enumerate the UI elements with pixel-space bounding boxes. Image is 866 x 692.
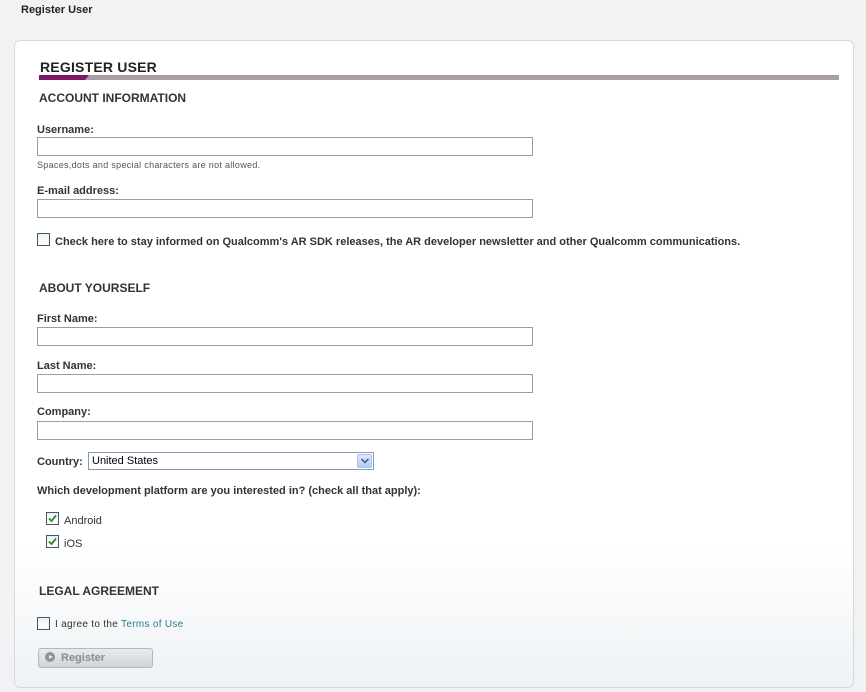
terms-agree-checkbox[interactable] [37,617,50,630]
terms-of-use-link[interactable]: Terms of Use [121,619,184,630]
title-divider [39,75,839,80]
country-selected-value: United States [92,455,159,467]
username-input[interactable] [37,137,533,156]
country-select[interactable] [88,452,374,470]
newsletter-checkbox[interactable] [37,233,50,246]
legal-agreement-heading: LEGAL AGREEMENT [39,584,160,598]
newsletter-label: Check here to stay informed on Qualcomm's AR SDK releases, the AR developer newsletter and other Qualcomm communications. [55,236,741,248]
country-label: Country: [37,456,83,468]
arrow-circle-icon [45,652,55,662]
page-title: Register User [21,4,93,16]
android-checkbox[interactable] [46,512,59,525]
email-input[interactable] [37,199,533,218]
username-label: Username: [37,124,94,136]
register-button[interactable] [38,648,153,668]
account-information-heading: ACCOUNT INFORMATION [39,91,187,105]
about-yourself-heading: ABOUT YOURSELF [39,281,151,295]
email-label: E-mail address: [37,185,119,197]
terms-agree-prefix: I agree to the [55,619,122,630]
last-name-input[interactable] [37,374,533,393]
platform-question: Which development platform are you interested in? (check all that apply): [37,485,421,497]
terms-agree-label [55,619,184,630]
register-button-label: Register [61,652,106,664]
title-divider-accent [39,75,89,80]
last-name-label: Last Name: [37,360,97,372]
first-name-input[interactable] [37,327,533,346]
chevron-down-icon[interactable] [357,454,372,468]
ios-label: iOS [64,538,83,550]
first-name-label: First Name: [37,313,98,325]
register-form-panel [14,40,854,688]
android-label: Android [64,515,102,527]
ios-checkbox[interactable] [46,535,59,548]
form-title: REGISTER USER [40,59,157,75]
company-input[interactable] [37,421,533,440]
checkmark-icon [47,513,58,524]
company-label: Company: [37,406,91,418]
username-hint: Spaces,dots and special characters are not allowed. [37,160,261,170]
checkmark-icon [47,536,58,547]
